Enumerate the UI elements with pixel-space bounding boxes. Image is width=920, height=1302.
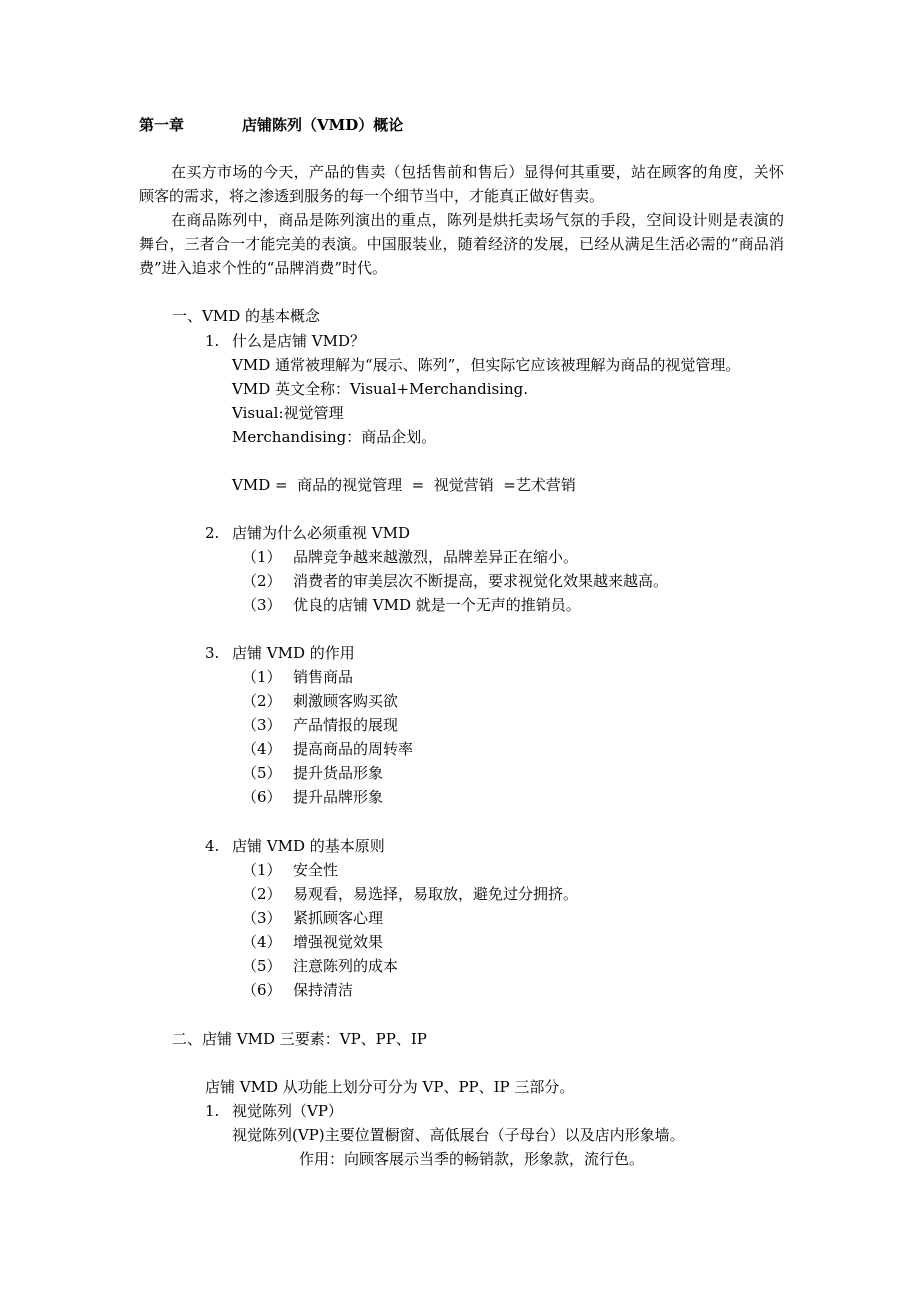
chapter-label: 第一章 xyxy=(139,116,185,134)
item-3-sub-5: （5） 提升货品形象 xyxy=(242,764,384,782)
section-1-item-4-title: 4. 店铺 VMD 的基本原则 xyxy=(205,837,385,855)
item-4-sub-5: （5） 注意陈列的成本 xyxy=(242,957,399,975)
vmd-formula: VMD = 商品的视觉管理 = 视觉营销 =艺术营销 xyxy=(232,476,576,494)
intro-paragraph-2: 在商品陈列中，商品是陈列演出的重点，陈列是烘托卖场气氛的手段，空间设计则是表演的舞台，三者合一才能完美的表演。中国服装业，随着经济的发展，已经从满足生活必需的“商品消费”进入追求个性的“品牌消费”时代。 xyxy=(139,211,784,277)
section-2-intro: 店铺 VMD 从功能上划分可分为 VP、PP、IP 三部分。 xyxy=(205,1078,575,1096)
item-3-sub-4: （4） 提高商品的周转率 xyxy=(242,740,414,758)
item-4-sub-3: （3） 紧抓顾客心理 xyxy=(242,909,384,927)
item-2-sub-1: （1） 品牌竞争越来越激烈，品牌差异正在缩小。 xyxy=(242,548,579,566)
section-2-item-1-effect: 作用：向顾客展示当季的畅销款，形象款，流行色。 xyxy=(299,1150,645,1168)
intro-paragraph-1: 在买方市场的今天，产品的售卖（包括售前和售后）显得何其重要，站在顾客的角度，关怀顾客的需求，将之渗透到服务的每一个细节当中，才能真正做好售卖。 xyxy=(139,163,784,205)
item-3-sub-3: （3） 产品情报的展现 xyxy=(242,716,399,734)
section-2-item-1-desc: 视觉陈列(VP)主要位置橱窗、高低展台（子母台）以及店内形象墙。 xyxy=(232,1126,685,1144)
chapter-title: 店铺陈列（VMD）概论 xyxy=(242,116,404,134)
section-1-item-1-title: 1. 什么是店铺 VMD？ xyxy=(205,332,365,350)
item-1-line-4: Merchandising：商品企划。 xyxy=(232,428,437,446)
item-1-line-3: Visual:视觉管理 xyxy=(232,404,344,422)
section-1-item-3-title: 3. 店铺 VMD 的作用 xyxy=(205,644,355,662)
chapter-heading xyxy=(139,115,403,135)
item-4-sub-6: （6） 保持清洁 xyxy=(242,981,354,999)
section-1-title: 一、VMD 的基本概念 xyxy=(172,307,320,325)
item-1-line-2: VMD 英文全称：Visual+Merchandising. xyxy=(232,380,529,398)
section-2-item-1-title: 1. 视觉陈列（VP） xyxy=(205,1102,343,1120)
item-3-sub-6: （6） 提升品牌形象 xyxy=(242,788,384,806)
item-3-sub-2: （2） 刺激顾客购买欲 xyxy=(242,692,399,710)
item-2-sub-3: （3） 优良的店铺 VMD 就是一个无声的推销员。 xyxy=(242,596,581,614)
item-4-sub-4: （4） 增强视觉效果 xyxy=(242,933,384,951)
item-4-sub-2: （2） 易观看，易选择，易取放，避免过分拥挤。 xyxy=(242,885,579,903)
item-1-line-1: VMD 通常被理解为“展示、陈列”，但实际它应该被理解为商品的视觉管理。 xyxy=(232,356,741,374)
item-4-sub-1: （1） 安全性 xyxy=(242,861,339,879)
section-2-title: 二、店铺 VMD 三要素：VP、PP、IP xyxy=(172,1030,427,1048)
item-3-sub-1: （1） 销售商品 xyxy=(242,668,354,686)
item-2-sub-2: （2） 消费者的审美层次不断提高，要求视觉化效果越来越高。 xyxy=(242,572,669,590)
section-1-item-2-title: 2. 店铺为什么必须重视 VMD xyxy=(205,524,410,542)
